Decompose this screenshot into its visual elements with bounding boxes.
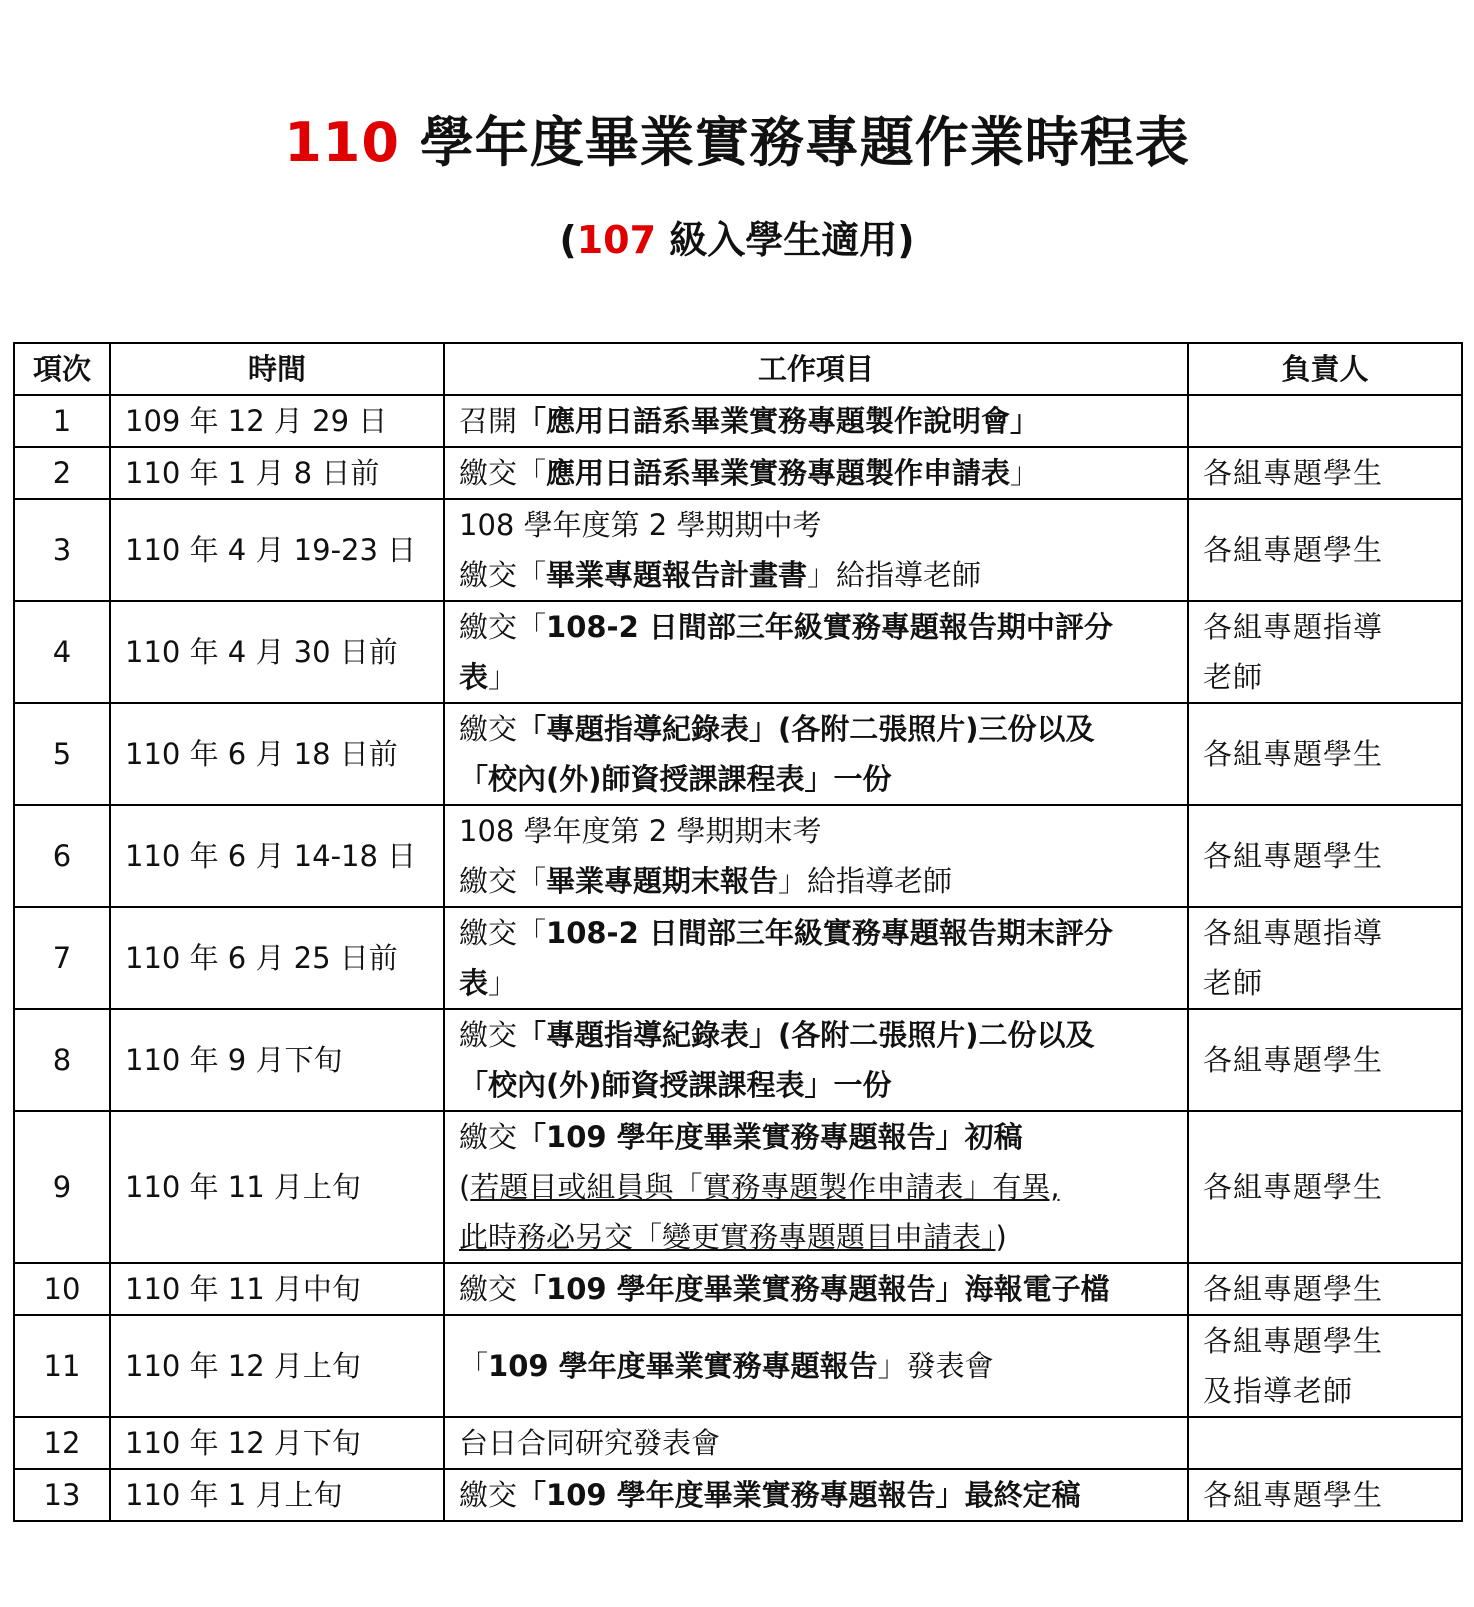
cell-responsible (1188, 805, 1462, 907)
cell-time: 110 年 11 月上旬 (110, 1111, 444, 1263)
responsible-line: 各組專題學生 (1203, 1324, 1384, 1358)
work-text: 繳交 (459, 1272, 518, 1306)
cell-responsible (1188, 447, 1462, 499)
cell-index: 5 (14, 703, 110, 805)
work-text: 「專題指導紀錄表」(各附二張照片)三份以及 (517, 712, 1095, 746)
cell-work-item (444, 447, 1188, 499)
cell-work-item (444, 703, 1188, 805)
responsible-line: 各組專題學生 (1203, 839, 1384, 873)
cell-index: 3 (14, 499, 110, 601)
subtitle-year: 107 (576, 218, 657, 262)
table-row (14, 805, 1462, 907)
cell-responsible (1188, 1263, 1462, 1315)
cell-responsible (1188, 703, 1462, 805)
work-line (459, 908, 1173, 958)
work-text: 台日合同研究發表會 (459, 1426, 721, 1460)
table-header-row (14, 343, 1462, 395)
work-text: 」 (488, 660, 518, 694)
work-text: 表 (459, 966, 489, 1000)
work-text: 表 (459, 660, 489, 694)
responsible-line: 老師 (1203, 966, 1264, 1000)
responsible-line: 各組專題學生 (1203, 737, 1384, 771)
work-text: 「 (459, 1349, 489, 1383)
page-subtitle (0, 212, 1474, 268)
work-line (459, 958, 1173, 1008)
cell-index: 1 (14, 395, 110, 447)
work-text: 繳交 (459, 712, 518, 746)
work-text: 繳交「 (459, 864, 547, 898)
cell-time: 110 年 4 月 19-23 日 (110, 499, 444, 601)
work-text: 繳交「 (459, 456, 547, 490)
table-row (14, 447, 1462, 499)
table-row (14, 1009, 1462, 1111)
title-year: 110 (284, 111, 400, 174)
work-text: 108-2 日間部三年級實務專題報告期中評分 (546, 610, 1113, 644)
work-text: 「109 學年度畢業實務專題報告」最終定稿 (517, 1478, 1081, 1512)
table-body (14, 395, 1462, 1521)
work-text: ) (995, 1220, 1007, 1254)
schedule-table (13, 342, 1463, 1522)
cell-time: 109 年 12 月 29 日 (110, 395, 444, 447)
work-line (459, 1418, 1173, 1468)
responsible-line: 各組專題學生 (1203, 1170, 1384, 1204)
table-row (14, 1417, 1462, 1469)
work-line (459, 602, 1173, 652)
cell-responsible (1188, 907, 1462, 1009)
table-row (14, 601, 1462, 703)
responsible-line: 各組專題學生 (1203, 533, 1384, 567)
subtitle-open-paren: ( (559, 218, 577, 262)
page-title (0, 108, 1474, 178)
work-text: 畢業專題報告計畫書 (546, 558, 808, 592)
work-text: 」 (1010, 456, 1040, 490)
cell-work-item (444, 907, 1188, 1009)
work-line (459, 550, 1173, 600)
work-line (459, 1212, 1173, 1262)
table-row (14, 907, 1462, 1009)
work-line (459, 1060, 1173, 1110)
cell-work-item (444, 601, 1188, 703)
work-text: 應用日語系畢業實務專題製作申請表 (546, 456, 1011, 490)
cell-responsible (1188, 1315, 1462, 1417)
cell-time: 110 年 1 月上旬 (110, 1469, 444, 1521)
work-text: 繳交「 (459, 610, 547, 644)
header-time: 時間 (110, 343, 444, 395)
cell-index: 11 (14, 1315, 110, 1417)
work-line (459, 806, 1173, 856)
cell-time: 110 年 6 月 18 日前 (110, 703, 444, 805)
cell-responsible (1188, 395, 1462, 447)
work-text: 109 學年度畢業實務專題報告 (488, 1349, 878, 1383)
responsible-line: 各組專題學生 (1203, 1478, 1384, 1512)
cell-work-item (444, 1469, 1188, 1521)
cell-responsible (1188, 1009, 1462, 1111)
cell-index: 8 (14, 1009, 110, 1111)
cell-index: 4 (14, 601, 110, 703)
cell-work-item (444, 1111, 1188, 1263)
cell-index: 7 (14, 907, 110, 1009)
work-text: 「校內(外)師資授課課程表」一份 (459, 762, 892, 796)
work-text: 此時務必另交「變更實務專題題目申請表」 (459, 1220, 996, 1254)
work-line (459, 1010, 1173, 1060)
responsible-line: 老師 (1203, 660, 1264, 694)
work-line (459, 1264, 1173, 1314)
subtitle-text: 級入學生適用 (656, 218, 898, 262)
work-text: 」給指導老師 (778, 864, 953, 898)
work-line (459, 1341, 1173, 1391)
cell-work-item (444, 395, 1188, 447)
work-text: 繳交 (459, 1478, 518, 1512)
cell-responsible (1188, 1469, 1462, 1521)
responsible-line: 及指導老師 (1203, 1374, 1354, 1408)
header-work: 工作項目 (444, 343, 1188, 395)
work-line (459, 396, 1173, 446)
responsible-line: 各組專題學生 (1203, 1272, 1384, 1306)
responsible-line: 各組專題學生 (1203, 456, 1384, 490)
header-responsible: 負責人 (1188, 343, 1462, 395)
work-text: 畢業專題期末報告 (546, 864, 779, 898)
responsible-line: 各組專題指導 (1203, 916, 1384, 950)
work-line (459, 1470, 1173, 1520)
work-line (459, 704, 1173, 754)
work-text: 繳交「 (459, 916, 547, 950)
table-row (14, 499, 1462, 601)
work-line (459, 652, 1173, 702)
cell-work-item (444, 805, 1188, 907)
cell-time: 110 年 12 月下旬 (110, 1417, 444, 1469)
cell-time: 110 年 1 月 8 日前 (110, 447, 444, 499)
work-text: 若題目或組員與「實務專題製作申請表」有異, (470, 1170, 1060, 1204)
work-text: 「應用日語系畢業實務專題製作說明會」 (517, 404, 1040, 438)
cell-time: 110 年 12 月上旬 (110, 1315, 444, 1417)
table-row (14, 1111, 1462, 1263)
cell-time: 110 年 11 月中旬 (110, 1263, 444, 1315)
work-text: ( (459, 1170, 471, 1204)
work-text: 108 學年度第 2 學期期中考 (459, 508, 822, 542)
cell-index: 13 (14, 1469, 110, 1521)
work-text: 「校內(外)師資授課課程表」一份 (459, 1068, 892, 1102)
work-line (459, 856, 1173, 906)
table-row (14, 1263, 1462, 1315)
work-line (459, 500, 1173, 550)
cell-work-item (444, 1315, 1188, 1417)
cell-time: 110 年 9 月下旬 (110, 1009, 444, 1111)
cell-work-item (444, 1263, 1188, 1315)
work-line (459, 754, 1173, 804)
cell-time: 110 年 4 月 30 日前 (110, 601, 444, 703)
cell-responsible (1188, 1417, 1462, 1469)
responsible-line: 各組專題指導 (1203, 610, 1384, 644)
work-text: 「109 學年度畢業實務專題報告」初稿 (517, 1120, 1023, 1154)
work-line (459, 1162, 1173, 1212)
cell-index: 9 (14, 1111, 110, 1263)
work-text: 召開 (459, 404, 518, 438)
header-index: 項次 (14, 343, 110, 395)
cell-index: 10 (14, 1263, 110, 1315)
cell-responsible (1188, 1111, 1462, 1263)
work-text: 」給指導老師 (807, 558, 982, 592)
cell-index: 12 (14, 1417, 110, 1469)
work-text: 繳交 (459, 1120, 518, 1154)
subtitle-close-paren: ) (897, 218, 915, 262)
work-text: 繳交「 (459, 558, 547, 592)
work-text: 繳交 (459, 1018, 518, 1052)
work-text: 」發表會 (877, 1349, 994, 1383)
table-row (14, 1469, 1462, 1521)
work-text: 」 (488, 966, 518, 1000)
cell-responsible (1188, 499, 1462, 601)
cell-work-item (444, 499, 1188, 601)
cell-time: 110 年 6 月 25 日前 (110, 907, 444, 1009)
work-line (459, 448, 1173, 498)
work-line (459, 1112, 1173, 1162)
cell-time: 110 年 6 月 14-18 日 (110, 805, 444, 907)
title-text: 學年度畢業實務專題作業時程表 (399, 111, 1190, 174)
cell-work-item (444, 1417, 1188, 1469)
work-text: 108-2 日間部三年級實務專題報告期末評分 (546, 916, 1113, 950)
table-row (14, 703, 1462, 805)
responsible-line: 各組專題學生 (1203, 1043, 1384, 1077)
table-row (14, 1315, 1462, 1417)
work-text: 「專題指導紀錄表」(各附二張照片)二份以及 (517, 1018, 1095, 1052)
work-text: 「109 學年度畢業實務專題報告」海報電子檔 (517, 1272, 1110, 1306)
cell-work-item (444, 1009, 1188, 1111)
work-text: 108 學年度第 2 學期期末考 (459, 814, 822, 848)
cell-responsible (1188, 601, 1462, 703)
cell-index: 2 (14, 447, 110, 499)
cell-index: 6 (14, 805, 110, 907)
table-row (14, 395, 1462, 447)
